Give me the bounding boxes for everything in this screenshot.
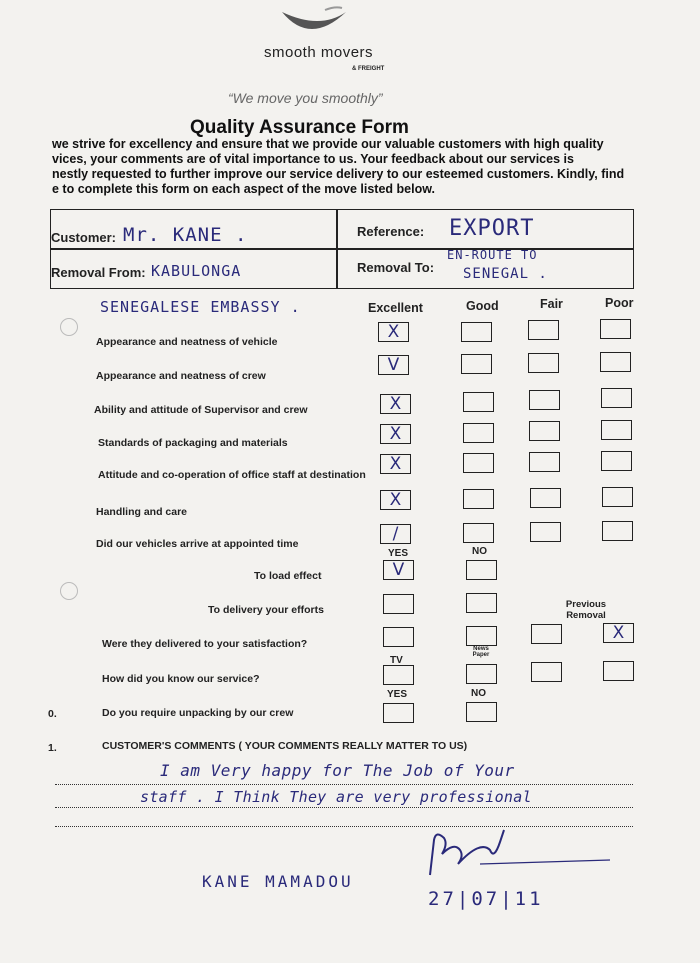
extra-note: SENEGALESE EMBASSY . <box>100 298 301 316</box>
intro-paragraph <box>52 137 632 197</box>
reference-label: Reference: <box>357 224 425 239</box>
removal-from-label: Removal From: <box>51 265 146 280</box>
rating-question: Attitude and co-operation of office staff at destination <box>98 469 366 481</box>
column-good: Good <box>466 299 499 313</box>
tagline: “We move you smoothly” <box>228 90 383 106</box>
column-excellent: Excellent <box>368 301 423 315</box>
checkbox-unpacking-no[interactable] <box>466 702 497 722</box>
checkbox-other-source-1[interactable] <box>531 662 562 682</box>
checkbox-poor[interactable] <box>601 451 632 471</box>
checkbox-poor[interactable] <box>601 420 632 440</box>
rating-question: Ability and attitude of Supervisor and crew <box>94 404 308 416</box>
checkbox-tv[interactable] <box>383 665 414 685</box>
checkbox-fair[interactable] <box>528 320 559 340</box>
divider <box>51 248 633 250</box>
reference-value[interactable]: EXPORT <box>449 216 535 241</box>
checkbox-others[interactable]: X <box>603 623 634 643</box>
column-fair: Fair <box>540 297 563 311</box>
checkbox-good[interactable] <box>463 523 494 543</box>
checkbox-satisfaction-no[interactable] <box>466 626 497 646</box>
yes-label: YES <box>388 548 409 559</box>
removal-to-label: Removal To: <box>357 260 435 275</box>
removal-to-value-line2[interactable]: SENEGAL . <box>463 266 548 282</box>
tv-label: TV <box>390 655 403 666</box>
checkbox-unpacking-yes[interactable] <box>383 703 414 723</box>
no-label: NO <box>472 546 487 557</box>
intro-line: we strive for excellency and ensure that we provide our valuable customers with high quality <box>52 137 604 151</box>
comment-rule <box>55 784 633 785</box>
checkbox-excellent[interactable]: X <box>380 424 411 444</box>
rating-question: Handling and care <box>96 506 188 518</box>
checkbox-fair[interactable] <box>528 353 559 373</box>
rating-question: Did our vehicles arrive at appointed time <box>96 538 299 550</box>
unpacking-no-label: NO <box>471 688 486 699</box>
intro-line: nestly requested to further improve our service delivery to our esteemed customers. Kindly, find <box>52 167 625 181</box>
load-question: To load effect <box>254 570 322 582</box>
rating-question: Appearance and neatness of crew <box>96 370 266 382</box>
customer-label: Customer: <box>51 230 117 245</box>
know-question: How did you know our service? <box>102 673 260 685</box>
checkbox-other-source-2[interactable] <box>603 661 634 681</box>
intro-line: vices, your comments are of vital importance to us. Your feedback about our services is <box>52 152 574 166</box>
comments-heading: CUSTOMER'S COMMENTS ( YOUR COMMENTS REALLY MATTER TO US) <box>102 740 468 752</box>
punch-hole <box>60 582 78 600</box>
removal-to-value-line1[interactable]: EN-ROUTE TO <box>447 248 538 262</box>
previous-removal-label: Previous Removal <box>565 599 607 621</box>
checkbox-fair[interactable] <box>530 522 561 542</box>
checkbox-fair[interactable] <box>529 421 560 441</box>
checkbox-poor[interactable] <box>600 352 631 372</box>
comment-line-1[interactable]: I am Very happy for The Job of Your <box>160 761 515 780</box>
checkbox-good[interactable] <box>463 423 494 443</box>
checkbox-delivery-no[interactable] <box>466 593 497 613</box>
checkbox-satisfaction-yes[interactable] <box>383 627 414 647</box>
customer-value[interactable]: Mr. KANE . <box>123 224 248 246</box>
brand-subtitle: & FREIGHT <box>352 66 385 72</box>
comments-number: 1. <box>48 742 57 754</box>
unpacking-yes-label: YES <box>387 689 408 700</box>
checkbox-excellent[interactable]: X <box>380 394 411 414</box>
checkbox-newspaper[interactable] <box>466 664 497 684</box>
checkbox-load-yes[interactable]: V <box>383 560 414 580</box>
checkbox-poor[interactable] <box>600 319 631 339</box>
intro-line: e to complete this form on each aspect of the move listed below. <box>52 182 435 196</box>
checkbox-good[interactable] <box>463 489 494 509</box>
removal-from-value[interactable]: KABULONGA <box>151 262 242 280</box>
checkbox-poor[interactable] <box>601 388 632 408</box>
customer-info-box <box>50 209 634 289</box>
checkbox-excellent[interactable]: X <box>380 490 411 510</box>
checkbox-excellent[interactable]: V <box>378 355 409 375</box>
brand-name: smooth movers <box>264 44 374 61</box>
checkbox-good[interactable] <box>463 453 494 473</box>
signature-date[interactable]: 27|07|11 <box>428 888 544 910</box>
comment-rule <box>55 807 633 808</box>
checkbox-fair[interactable] <box>529 390 560 410</box>
unpacking-question: Do you require unpacking by our crew <box>102 707 294 719</box>
punch-hole <box>60 318 78 336</box>
checkbox-good[interactable] <box>463 392 494 412</box>
checkbox-load-no[interactable] <box>466 560 497 580</box>
signature-icon <box>420 820 620 880</box>
checkbox-poor[interactable] <box>602 487 633 507</box>
checkbox-excellent[interactable]: / <box>380 524 411 544</box>
checkbox-excellent[interactable]: X <box>380 454 411 474</box>
rating-question: Appearance and neatness of vehicle <box>96 336 278 348</box>
checkbox-good[interactable] <box>461 354 492 374</box>
checkbox-poor[interactable] <box>602 521 633 541</box>
logo-swoosh-icon <box>280 6 350 44</box>
checkbox-delivery-yes[interactable] <box>383 594 414 614</box>
checkbox-good[interactable] <box>461 322 492 342</box>
customer-name[interactable]: KANE MAMADOU <box>202 872 354 891</box>
checkbox-fair[interactable] <box>530 488 561 508</box>
checkbox-previous-removal[interactable] <box>531 624 562 644</box>
comment-line-2[interactable]: staff . I Think They are very professional <box>140 788 532 806</box>
checkbox-excellent[interactable]: X <box>378 322 409 342</box>
rating-question: Standards of packaging and materials <box>98 437 288 449</box>
column-poor: Poor <box>605 296 634 310</box>
checkbox-fair[interactable] <box>529 452 560 472</box>
satisfaction-question: Were they delivered to your satisfaction? <box>102 638 308 650</box>
unpacking-number: 0. <box>48 708 57 720</box>
newspaper-label: News Paper <box>472 646 490 658</box>
form-title: Quality Assurance Form <box>190 117 409 138</box>
delivery-question: To delivery your efforts <box>208 604 324 616</box>
